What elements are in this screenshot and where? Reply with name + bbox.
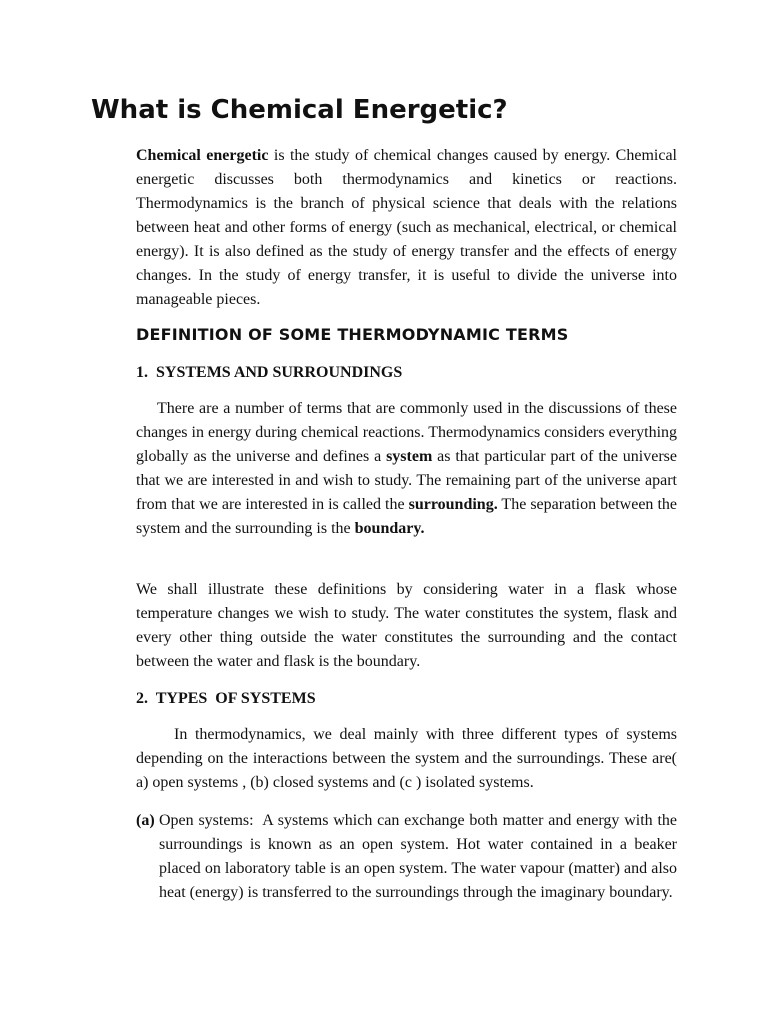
illustration-paragraph: We shall illustrate these definitions by considering water in a flask whose temperature changes we wish to study. The water constitutes the system, flask and every other thing outside the water constitutes the surrounding and the contact between the water and flask is the boundary. <box>136 581 677 670</box>
systems-surroundings-heading: 1. SYSTEMS AND SURROUNDINGS <box>136 364 403 381</box>
list-item-text: Open systems: A systems which can exchange both matter and energy with the surroundings is known as an open system. Hot water contained in a beaker placed on laboratory table is an open system. The water vapour (matter) and also heat (energy) is transferred to the surroundings through the imaginary boundary. <box>159 812 685 901</box>
list-item <box>136 809 685 905</box>
types-intro-paragraph: In thermodynamics, we deal mainly with three different types of systems depending on the interactions between the system and the surroundings. These are( a) open systems , (b) closed systems and (c ) isolated systems. <box>136 726 677 791</box>
systems-definition-paragraph <box>136 397 677 541</box>
systems-text-2: as that particular part of the universe that we are interested in and wish to study. The remaining part of the universe apart from that we are interested in is called the <box>136 448 677 513</box>
types-intro-section <box>136 723 677 795</box>
illustration-section <box>136 578 677 674</box>
types-of-systems-heading: 2. TYPES OF SYSTEMS <box>136 690 316 707</box>
section-heading: DEFINITION OF SOME THERMODYNAMIC TERMS <box>136 325 569 344</box>
surrounding-term: surrounding. <box>408 496 498 513</box>
systems-text-1: There are a number of terms that are commonly used in the discussions of these changes in energy during chemical reactions. Thermodynamics considers everything globally as the universe and defines a <box>136 400 678 465</box>
intro-text: is the study of chemical changes caused by energy. Chemical energetic discusses both thermodynamics and kinetics or reactions. Thermodynamics is the branch of physical science that deals with the relations between heat and other forms of energy (such as mechanical, electrical, or chemical energy). It is also defined as the study of energy transfer and the effects of energy changes. In the study of energy transfer, it is useful to divide the universe into manageable pieces. <box>136 147 677 308</box>
intro-bold-term: Chemical energetic <box>136 147 269 164</box>
systems-surroundings-section <box>136 397 677 541</box>
page-title: What is Chemical Energetic? <box>91 95 508 125</box>
intro-section <box>136 144 677 312</box>
system-term: system <box>386 448 433 465</box>
boundary-term: boundary. <box>354 520 425 537</box>
list-marker: (a) <box>136 812 155 829</box>
systems-text-3: The separation between the system and the surrounding is the <box>136 496 677 537</box>
intro-paragraph <box>136 144 677 312</box>
